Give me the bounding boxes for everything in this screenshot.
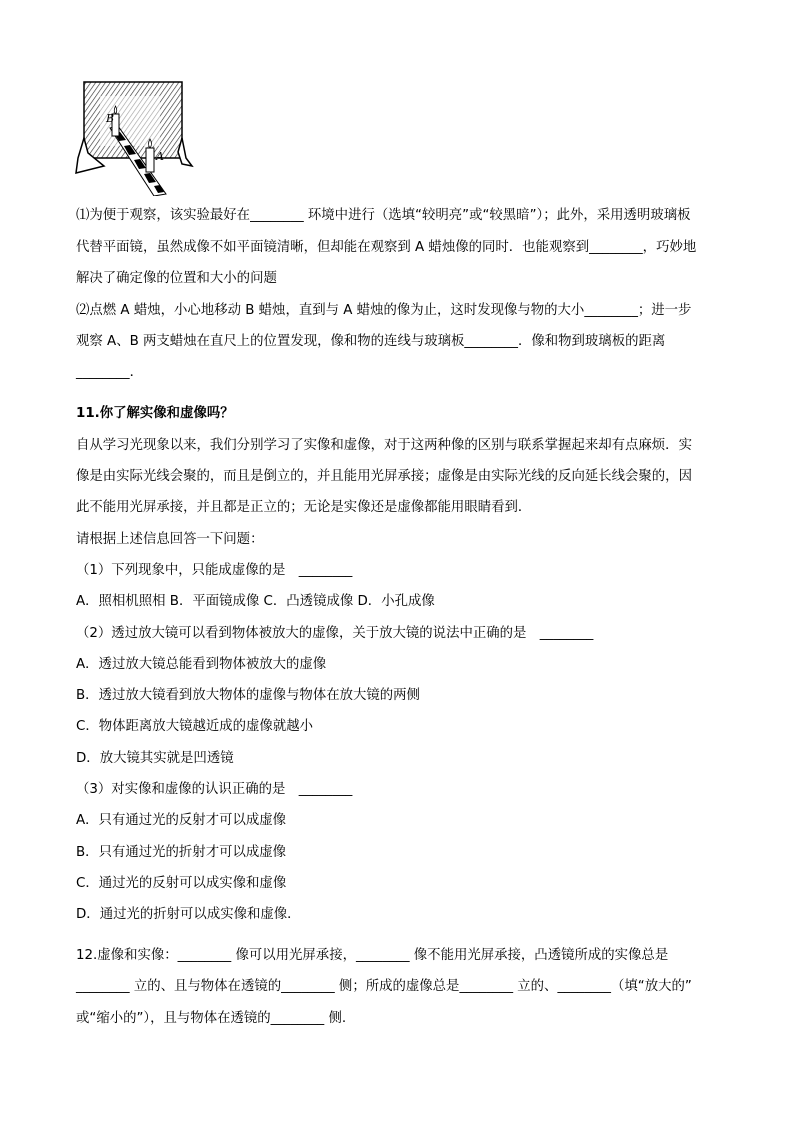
q11-sub2-option-a: A．透过放大镜总能看到物体被放大的虚像 — [76, 657, 327, 672]
q11-intro-line2: 像是由实际光线会聚的，而且是倒立的，并且能用光屏承接；虚像是由实际光线的反向延长线会聚的，因 — [76, 469, 692, 484]
q12-line2: ________ 立的、且与物体在透镜的________ 侧；所成的虚像总是________ 立的、________（填“放大的” — [76, 979, 692, 994]
question-11-title: 11.你了解实像和虚像吗？ — [76, 406, 234, 421]
q11-sub3-option-a: A．只有通过光的反射才可以成虚像 — [76, 813, 287, 828]
q12-line1: 12.虚像和实像：________ 像可以用光屏承接，________ 像不能用光屏承接，凸透镜所成的实像总是 — [76, 948, 669, 963]
q11-sub3: （3）对实像和虚像的认识正确的是 ________ — [76, 782, 353, 797]
q12-line3: 或“缩小的”），且与物体在透镜的________ 侧. — [76, 1011, 347, 1026]
label-b: B — [106, 112, 115, 125]
q10-part1-line3: 解决了确定像的位置和大小的问题 — [76, 271, 277, 286]
q11-sub2-option-b: B．透过放大镜看到放大物体的虚像与物体在放大镜的两侧 — [76, 688, 420, 703]
q11-sub2: （2）透过放大镜可以看到物体被放大的虚像，关于放大镜的说法中正确的是 ________ — [76, 626, 594, 641]
q10-part2-line3: ________． — [76, 365, 143, 380]
q11-sub3-option-b: B．只有通过光的折射才可以成虚像 — [76, 845, 287, 860]
plate-stand-right — [178, 138, 192, 166]
q11-sub2-option-c: C．物体距离放大镜越近成的虚像就越小 — [76, 719, 313, 734]
label-a: A — [156, 150, 164, 163]
q10-part2-line2: 观察 A、B 两支蜡烛在直尺上的位置发现，像和物的连线与玻璃板________．像和物到玻璃板的距离 — [76, 334, 666, 349]
q11-intro-line1: 自从学习光现象以来，我们分别学习了实像和虚像，对于这两种像的区别与联系掌握起来却有点麻烦．实 — [76, 438, 692, 453]
q11-prompt: 请根据上述信息回答一下问题： — [76, 532, 264, 547]
q11-sub2-option-d: D．放大镜其实就是凹透镜 — [76, 751, 234, 766]
q11-sub1-options: A．照相机照相 B．平面镜成像 C．凸透镜成像 D．小孔成像 — [76, 594, 435, 609]
glass-plate-candle-figure — [74, 78, 196, 196]
q10-part1-line1: ⑴为便于观察，该实验最好在________ 环境中进行（选填“较明亮”或“较黑暗”）；此外，采用透明玻璃板 — [76, 208, 691, 223]
q10-part2-line1: ⑵点燃 A 蜡烛，小心地移动 B 蜡烛，直到与 A 蜡烛的像为止，这时发现像与物的大小________；进一步 — [76, 303, 692, 318]
q11-sub3-option-d: D．通过光的折射可以成实像和虚像． — [76, 907, 301, 922]
q11-sub3-option-c: C．通过光的反射可以成实像和虚像 — [76, 876, 287, 891]
q10-part1-line2: 代替平面镜，虽然成像不如平面镜清晰，但却能在观察到 A 蜡烛像的同时．也能观察到________，巧妙地 — [76, 240, 697, 255]
q11-intro-line3: 此不能用光屏承接，并且都是正立的；无论是实像还是虚像都能用眼睛看到． — [76, 500, 532, 515]
q11-sub1: （1）下列现象中，只能成虚像的是 ________ — [76, 563, 353, 578]
